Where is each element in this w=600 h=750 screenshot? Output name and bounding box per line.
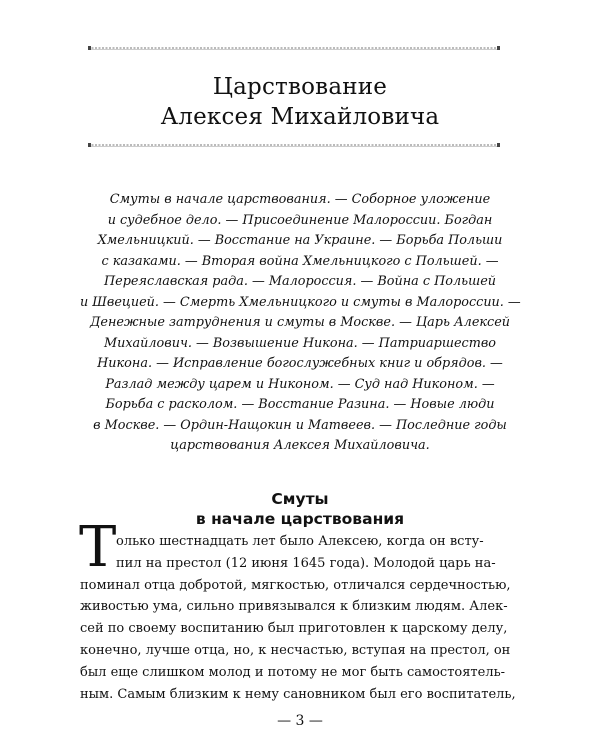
body-line: поминал отца добротой, мягкостью, отличался сердечностью, bbox=[80, 577, 511, 593]
body-line: ным. Самым близким к нему сановником был его воспитатель, bbox=[80, 686, 516, 702]
summary-line: Разлад между царем и Никоном. — Суд над Никоном. — bbox=[105, 376, 495, 392]
summary-line: с казаками. — Вторая война Хмельницкого с Польшей. — bbox=[101, 253, 499, 269]
body-line: живостью ума, сильно привязывался к близким людям. Алек- bbox=[80, 599, 508, 615]
body-line: был еще слишком молод и потому не мог быть самостоятель- bbox=[80, 664, 506, 680]
body-line: конечно, лучше отца, но, к несчастью, вступая на престол, он bbox=[80, 642, 511, 658]
chapter-title bbox=[0, 72, 600, 132]
summary-line: Хмельницкий. — Восстание на Украине. — Борьба Польши bbox=[97, 233, 503, 248]
top-ornamental-rule bbox=[88, 44, 500, 52]
summary-line: Денежные затруднения и смуты в Москве. — Царь Алексей bbox=[89, 315, 511, 330]
page-number: — 3 — bbox=[277, 713, 323, 729]
summary-line: царствования Алексея Михайловича. bbox=[170, 438, 430, 453]
summary-line: Михайлович. — Возвышение Никона. — Патриаршество bbox=[103, 335, 497, 351]
section-heading-line-1: Смуты bbox=[271, 490, 329, 508]
summary-line: в Москве. — Ордин-Нащокин и Матвеев. — Последние годы bbox=[93, 417, 507, 433]
body-line: пил на престол (12 июня 1645 года). Молодой царь на- bbox=[116, 555, 496, 571]
summary-line: и Швецией. — Смерть Хмельницкого и смуты в Малороссии. — bbox=[80, 294, 521, 310]
summary-line: Никона. — Исправление богослужебных книг и обрядов. — bbox=[97, 356, 503, 371]
summary-line: и судебное дело. — Присоединение Малороссии. Богдан bbox=[107, 212, 493, 228]
body-line: олько шестнадцать лет было Алексею, когда он всту- bbox=[116, 534, 484, 549]
summary-line: Смуты в начале царствования. — Соборное уложение bbox=[109, 192, 491, 207]
bottom-ornamental-rule bbox=[88, 141, 500, 149]
summary-line: Борьба с расколом. — Восстание Разина. — Новые люди bbox=[105, 397, 495, 412]
body-paragraph bbox=[80, 531, 516, 705]
drop-cap: Т bbox=[79, 515, 117, 580]
summary-line: Переяславская рада. — Малороссия. — Война с Польшей bbox=[103, 274, 497, 289]
chapter-summary bbox=[80, 190, 520, 457]
section-heading-line-2: в начале царствования bbox=[195, 510, 405, 528]
chapter-title-line-1: Царствование bbox=[212, 74, 388, 100]
chapter-title-line-2: Алексея Михайловича bbox=[160, 104, 440, 130]
body-line: сей по своему воспитанию был приготовлен к царскому делу, bbox=[80, 621, 508, 637]
